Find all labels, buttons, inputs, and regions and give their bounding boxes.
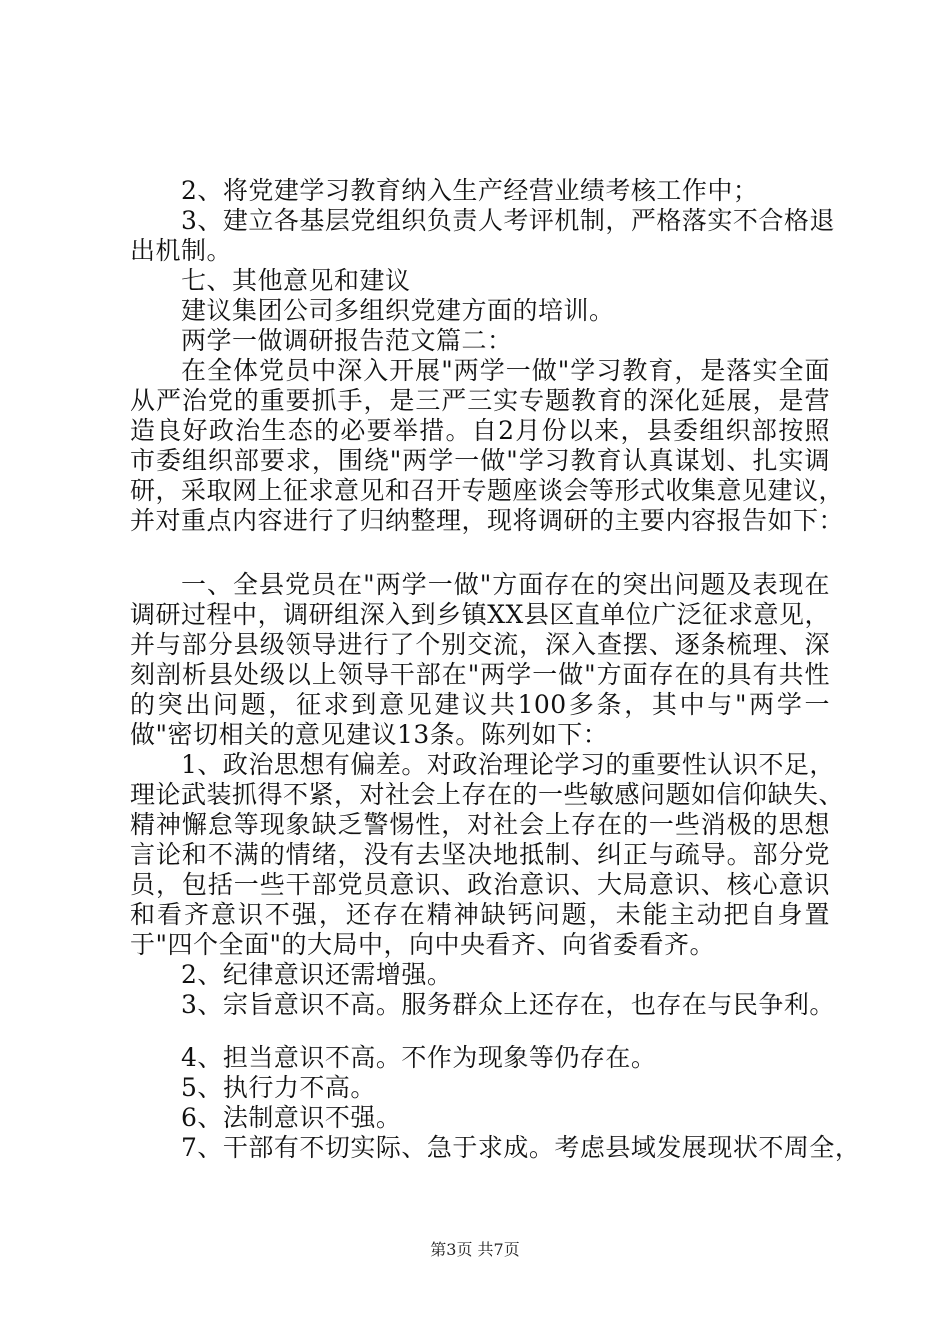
text-line: 1、政治思想有偏差。对政治理论学习的重要性认识不足， bbox=[181, 750, 835, 779]
text-line: 研，采取网上征求意见和召开专题座谈会等形式收集意见建议， bbox=[130, 476, 845, 505]
text-line: 言论和不满的情绪，没有去坚决地抵制、纠正与疏导。部分党 bbox=[130, 840, 830, 869]
text-line: 员，包括一些干部党员意识、政治意识、大局意识、核心意识 bbox=[130, 870, 830, 899]
text-line: 并对重点内容进行了归纳整理，现将调研的主要内容报告如下： bbox=[130, 506, 845, 535]
document-body bbox=[130, 176, 861, 1163]
text-line: 刻剖析县处级以上领导干部在"两学一做"方面存在的具有共性 bbox=[130, 660, 830, 689]
text-line: 于"四个全面"的大局中，向中央看齐、向省委看齐。 bbox=[130, 930, 716, 959]
text-line: 7、干部有不切实际、急于求成。考虑县域发展现状不周全， bbox=[181, 1133, 861, 1162]
text-line: 调研过程中，调研组深入到乡镇XX县区直单位广泛征求意见， bbox=[130, 600, 830, 629]
section-heading: 七、其他意见和建议 bbox=[181, 266, 411, 295]
section-heading: 两学一做调研报告范文篇二： bbox=[181, 326, 513, 355]
text-line: 出机制。 bbox=[130, 236, 233, 265]
text-line: 并与部分县级领导进行了个别交流，深入查摆、逐条梳理、深 bbox=[130, 630, 830, 659]
text-line: 建议集团公司多组织党建方面的培训。 bbox=[181, 296, 615, 325]
text-line: 一、全县党员在"两学一做"方面存在的突出问题及表现在 bbox=[181, 570, 830, 599]
text-line: 理论武装抓得不紧，对社会上存在的一些敏感问题如信仰缺失、 bbox=[130, 780, 845, 809]
page-number: 第3页 共7页 bbox=[430, 1240, 520, 1259]
paragraph-gap bbox=[130, 536, 830, 570]
text-line: 3、建立各基层党组织负责人考评机制，严格落实不合格退 bbox=[181, 206, 835, 235]
page-footer bbox=[0, 1240, 950, 1260]
text-line: 3、宗旨意识不高。服务群众上还存在，也存在与民争利。 bbox=[181, 990, 835, 1019]
text-line: 6、法制意识不强。 bbox=[181, 1103, 402, 1132]
text-line: 做"密切相关的意见建议13条。陈列如下： bbox=[130, 720, 609, 749]
text-line: 市委组织部要求，围绕"两学一做"学习教育认真谋划、扎实调 bbox=[130, 446, 830, 475]
text-line: 和看齐意识不强，还存在精神缺钙问题，未能主动把自身置 bbox=[130, 900, 830, 929]
text-line: 从严治党的重要抓手，是三严三实专题教育的深化延展，是营 bbox=[130, 386, 830, 415]
text-line: 5、执行力不高。 bbox=[181, 1073, 376, 1102]
text-line: 2、纪律意识还需增强。 bbox=[181, 960, 453, 989]
text-line: 造良好政治生态的必要举措。自2月份以来，县委组织部按照 bbox=[130, 416, 830, 445]
text-line: 4、担当意识不高。不作为现象等仍存在。 bbox=[181, 1043, 657, 1072]
text-line: 在全体党员中深入开展"两学一做"学习教育，是落实全面 bbox=[181, 356, 830, 385]
text-line: 精神懈怠等现象缺乏警惕性，对社会上存在的一些消极的思想 bbox=[130, 810, 830, 839]
paragraph-gap bbox=[130, 1020, 830, 1043]
text-line: 的突出问题，征求到意见建议共100多条，其中与"两学一 bbox=[130, 690, 830, 719]
text-line: 2、将党建学习教育纳入生产经营业绩考核工作中； bbox=[181, 176, 759, 205]
